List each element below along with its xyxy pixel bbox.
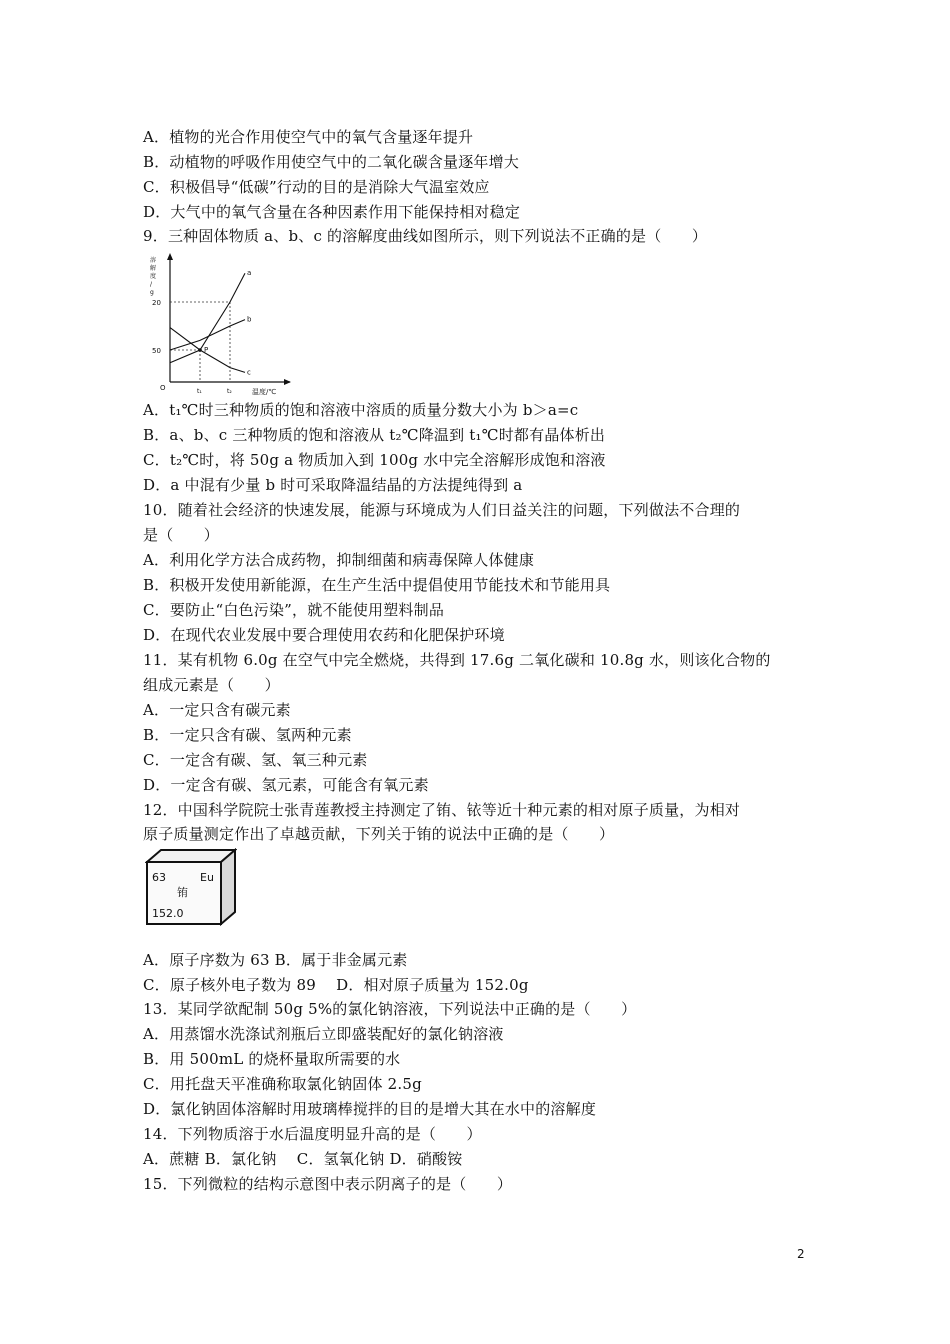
y-axis-label-char: 解 bbox=[150, 265, 157, 272]
solubility-chart-svg bbox=[148, 250, 293, 398]
text-line: C．t₂℃时，将 50g a 物质加入到 100g 水中完全溶解形成饱和溶液 bbox=[143, 451, 606, 469]
question-14: 14．下列物质溶于水后温度明显升高的是（ ） bbox=[143, 1125, 482, 1143]
curve-label-b: b bbox=[247, 315, 252, 324]
page-number: 2 bbox=[797, 1247, 805, 1261]
question-10: 10．随着社会经济的快速发展，能源与环境成为人们日益关注的问题，下列做法不合理的 bbox=[143, 501, 741, 519]
text-line: B．用 500mL 的烧杯量取所需要的水 bbox=[143, 1050, 401, 1068]
element-name: 铕 bbox=[177, 886, 188, 899]
text-line: D．大气中的氧气含量在各种因素作用下能保持相对稳定 bbox=[143, 203, 521, 221]
y-tick-label: 20 bbox=[152, 299, 161, 307]
card-side-face bbox=[221, 850, 235, 924]
text-line: 组成元素是（ ） bbox=[143, 676, 280, 694]
question-12: 12．中国科学院院士张青莲教授主持测定了铕、铱等近十种元素的相对原子质量，为相对 bbox=[143, 801, 741, 819]
text-line: 原子质量测定作出了卓越贡献，下列关于铕的说法中正确的是（ ） bbox=[143, 825, 615, 843]
element-card bbox=[145, 848, 237, 928]
element-symbol: Eu bbox=[200, 871, 214, 884]
element-card-svg bbox=[145, 848, 237, 928]
text-line: D．一定含有碳、氢元素，可能含有氧元素 bbox=[143, 776, 429, 794]
x-axis-arrow bbox=[284, 379, 291, 385]
element-mass: 152.0 bbox=[152, 907, 184, 920]
text-line: A．t₁℃时三种物质的饱和溶液中溶质的质量分数大小为 b＞a=c bbox=[143, 401, 579, 419]
text-line: A．用蒸馏水洗涤试剂瓶后立即盛装配好的氯化钠溶液 bbox=[143, 1025, 504, 1043]
text-line: A．一定只含有碳元素 bbox=[143, 701, 291, 719]
text-line: C．一定含有碳、氢、氧三种元素 bbox=[143, 751, 368, 769]
question-15: 15．下列微粒的结构示意图中表示阴离子的是（ ） bbox=[143, 1175, 513, 1193]
text-line: A．植物的光合作用使空气中的氧气含量逐年提升 bbox=[143, 128, 474, 146]
y-tick-label: 50 bbox=[152, 347, 161, 355]
point-p-label: P bbox=[204, 346, 209, 354]
text-line: C．原子核外电子数为 89 D．相对原子质量为 152.0g bbox=[143, 976, 529, 994]
text-line: B．一定只含有碳、氢两种元素 bbox=[143, 726, 352, 744]
question-11: 11．某有机物 6.0g 在空气中完全燃烧，共得到 17.6g 二氧化碳和 10.8g 水，则该化合物的 bbox=[143, 651, 771, 669]
question-9: 9．三种固体物质 a、b、c 的溶解度曲线如图所示，则下列说法不正确的是（ ） bbox=[143, 227, 708, 245]
x-axis-label: 温度/℃ bbox=[252, 388, 277, 396]
y-axis-label-char: / bbox=[150, 281, 153, 288]
text-line: A．利用化学方法合成药物，抑制细菌和病毒保障人体健康 bbox=[143, 551, 535, 569]
y-axis-arrow bbox=[167, 253, 173, 260]
text-line: C．积极倡导“低碳”行动的目的是消除大气温室效应 bbox=[143, 178, 490, 196]
question-13: 13．某同学欲配制 50g 5%的氯化钠溶液，下列说法中正确的是（ ） bbox=[143, 1000, 637, 1018]
y-axis-label-char: 度 bbox=[150, 273, 157, 280]
element-number: 63 bbox=[152, 871, 166, 884]
point-p bbox=[198, 348, 202, 352]
x-tick-label: t₂ bbox=[227, 388, 232, 395]
text-line: D．氯化钠固体溶解时用玻璃棒搅拌的目的是增大其在水中的溶解度 bbox=[143, 1100, 597, 1118]
curve-label-c: c bbox=[247, 368, 251, 377]
text-line: D．在现代农业发展中要合理使用农药和化肥保护环境 bbox=[143, 626, 505, 644]
curve-label-a: a bbox=[247, 269, 252, 278]
solubility-chart bbox=[148, 250, 293, 398]
text-line: B．积极开发使用新能源，在生产生活中提倡使用节能技术和节能用具 bbox=[143, 576, 611, 594]
text-line: C．用托盘天平准确称取氯化钠固体 2.5g bbox=[143, 1075, 422, 1093]
origin-label: O bbox=[160, 384, 166, 392]
y-axis-label-char: 溶 bbox=[150, 257, 157, 264]
text-line: C．要防止“白色污染”，就不能使用塑料制品 bbox=[143, 601, 445, 619]
text-line: A．原子序数为 63 B．属于非金属元素 bbox=[143, 951, 408, 969]
text-line: A．蔗糖 B．氯化钠 C．氢氧化钠 D．硝酸铵 bbox=[143, 1150, 463, 1168]
x-tick-label: t₁ bbox=[197, 388, 202, 395]
text-line: B．动植物的呼吸作用使空气中的二氧化碳含量逐年增大 bbox=[143, 153, 520, 171]
y-axis-label-char: g bbox=[150, 289, 154, 296]
text-line: D．a 中混有少量 b 时可采取降温结晶的方法提纯得到 a bbox=[143, 476, 523, 494]
text-line: 是（ ） bbox=[143, 526, 220, 544]
text-line: B．a、b、c 三种物质的饱和溶液从 t₂℃降温到 t₁℃时都有晶体析出 bbox=[143, 426, 606, 444]
